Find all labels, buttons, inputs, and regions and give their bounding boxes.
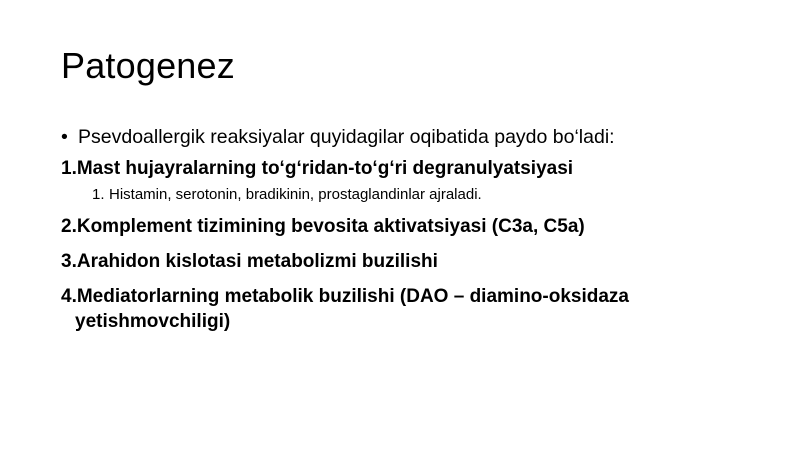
list-item-number: 2. [61, 216, 77, 237]
slide-title: Patogenez [61, 45, 235, 86]
list-item [61, 156, 573, 181]
list-item-text: Mast hujayralarning to‘g‘ridan-to‘g‘ri degranulyatsiyasi [76, 158, 574, 179]
intro-bullet-text: Psevdoallergik reaksiyalar quyidagilar oqibatida paydo bo‘ladi: [78, 126, 615, 148]
list-item-number: 3. [61, 251, 77, 272]
list-item [61, 284, 629, 334]
list-item-text-continuation: yetishmovchiligi) [75, 311, 231, 332]
list-item [61, 214, 585, 239]
bullet-marker: • [61, 126, 68, 148]
sub-list-item [92, 185, 482, 205]
list-item-number: 1. [61, 158, 77, 179]
list-item-text: Mediatorlarning metabolik buzilishi (DAO – diamino-oksidaza [76, 286, 629, 307]
sub-list-item-text: Histamin, serotonin, bradikinin, prostaglandinlar ajraladi. [109, 186, 482, 203]
list-item-text: Komplement tizimining bevosita aktivatsiyasi (C3a, C5a) [76, 216, 585, 237]
list-item-text: Arahidon kislotasi metabolizmi buzilishi [76, 251, 438, 272]
list-item [61, 249, 438, 274]
sub-list-item-number: 1. [92, 186, 105, 203]
list-item-number: 4. [61, 286, 77, 307]
intro-bullet [61, 124, 615, 150]
